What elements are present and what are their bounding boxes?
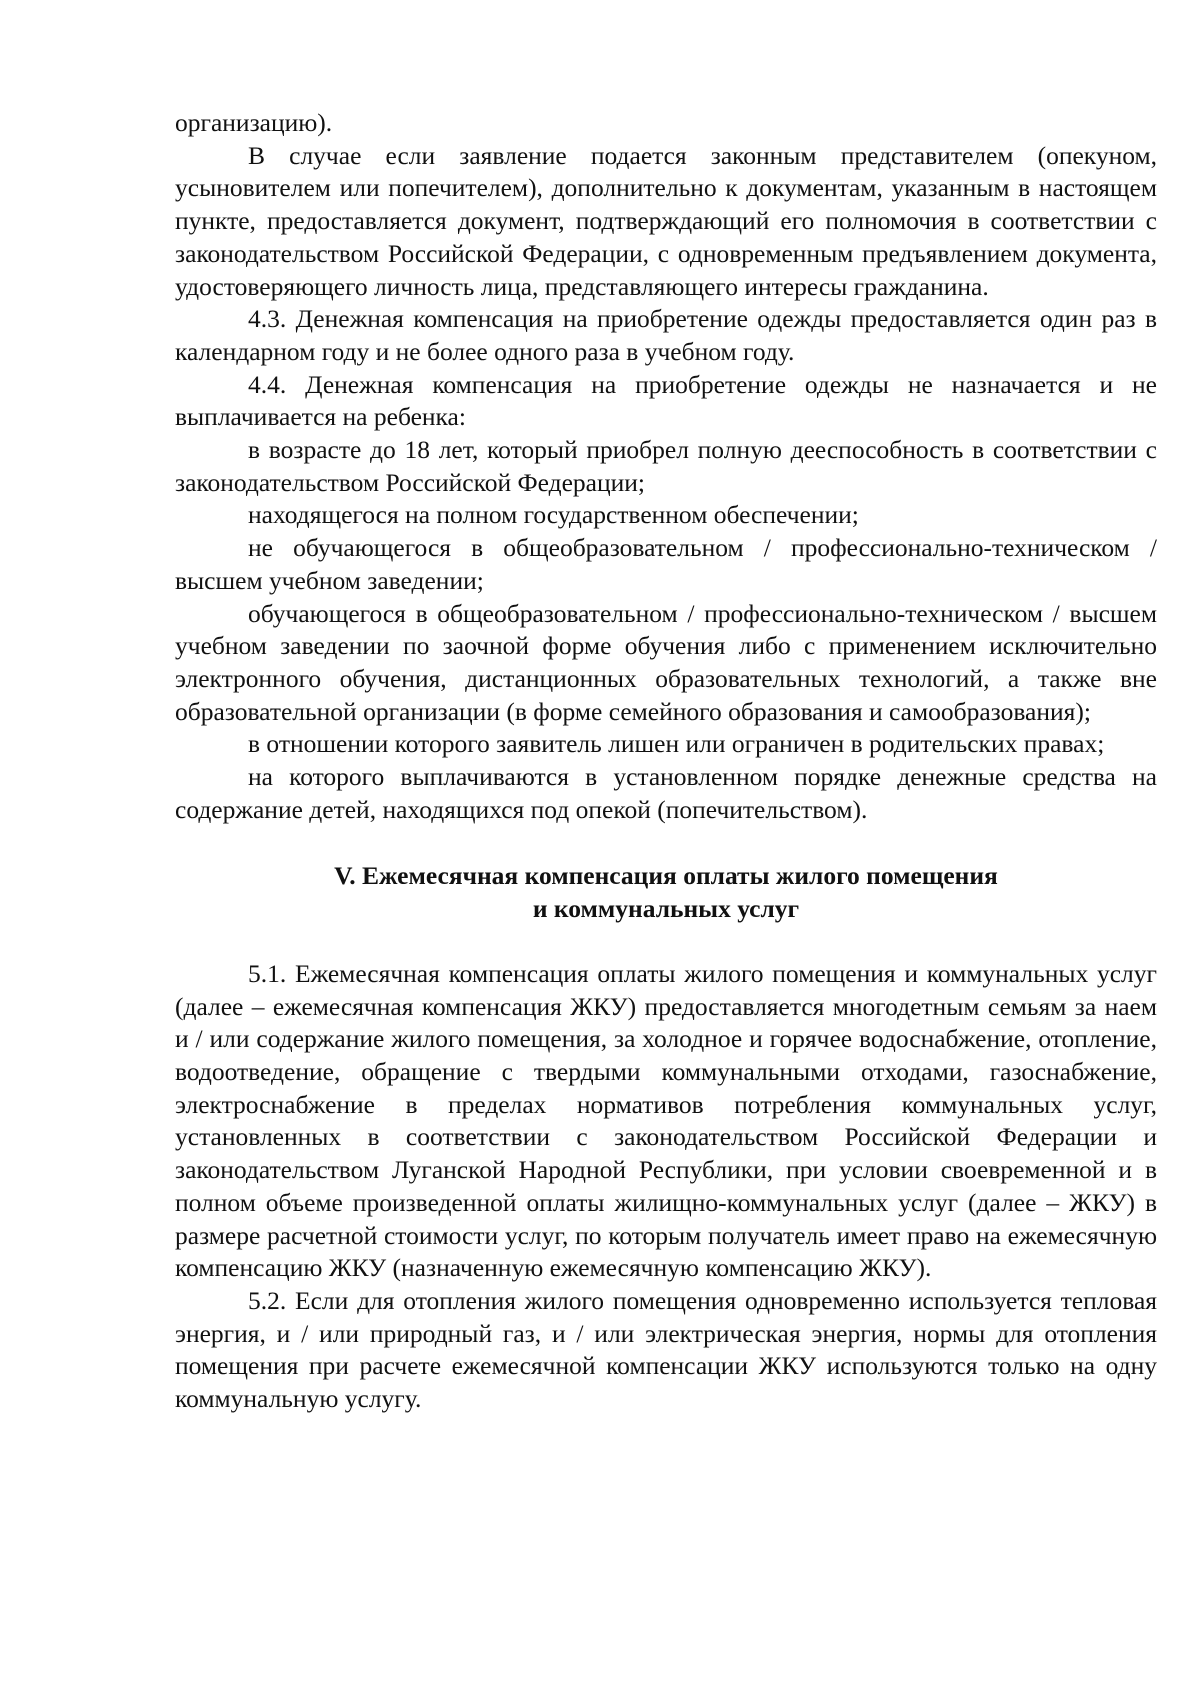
list-item-age: в возрасте до 18 лет, который приобрел полную дееспособность в соответствии с законодательством Российской Федерации; (175, 435, 1157, 497)
paragraph-5-1: 5.1. Ежемесячная компенсация оплаты жилого помещения и коммунальных услуг (далее – ежемесячная компенсация ЖКУ) предоставляется многодетным семьям за наем и / или содержание жилого помещения, за холодное и горячее водоснабжение, отопление, водоотведение, обращение с твердыми коммунальными отходами, газоснабжение, электроснабжение в пределах нормативов потребления коммунальных услуг, установленных в соответствии с законодательством Российской Федерации и законодательством Луганской Народной Республики, при условии своевременной и в полном объеме произведенной оплаты жилищно-коммунальных услуг (далее – ЖКУ) в размере расчетной стоимости услуг, по которым получатель имеет право на ежемесячную компенсацию ЖКУ (назначенную ежемесячную компенсацию ЖКУ). (175, 958, 1157, 1283)
paragraph-legal-representative: В случае если заявление подается законным представителем (опекуном, усыновителем или попечителем), дополнительно к документам, указанным в настоящем пункте, предоставляется документ, подтверждающий его полномочия в соответствии с законодательством Российской Федерации, с одновременным предъявлением документа, удостоверяющего личность лица, представляющего интересы гражданина. (175, 140, 1157, 301)
spacer (175, 926, 1157, 958)
list-item-state-support: находящегося на полном государственном обеспечении; (248, 500, 859, 530)
list-item-parental-rights: в отношении которого заявитель лишен или ограничен в родительских правах; (248, 729, 1105, 759)
paragraph-5-2: 5.2. Если для отопления жилого помещения одновременно используется тепловая энергия, и / или природный газ, и / или электрическая энергия, нормы для отопления помещения при расчете ежемесячной компенсации ЖКУ используются только на одну коммунальную услугу. (175, 1285, 1157, 1414)
list-item-guardianship: на которого выплачиваются в установленном порядке денежные средства на содержание детей, находящихся под опекой (попечительством). (175, 762, 1157, 824)
document-page (175, 107, 1157, 1416)
section-heading-line-1: V. Ежемесячная компенсация оплаты жилого помещения (334, 861, 998, 891)
paragraph-continuation: организацию). (175, 108, 333, 137)
spacer (175, 826, 1157, 860)
list-item-not-studying: не обучающегося в общеобразовательном / профессионально-техническом / высшем учебном заведении; (175, 533, 1157, 595)
list-item-distance-learning: обучающегося в общеобразовательном / профессионально-техническом / высшем учебном заведении по заочной форме обучения либо с применением исключительно электронного обучения, дистанционных образовательных технологий, а также вне образовательной организации (в форме семейного образования и самообразования); (175, 598, 1157, 726)
paragraph-4-3: 4.3. Денежная компенсация на приобретение одежды предоставляется один раз в календарном году и не более одного раза в учебном году. (175, 304, 1157, 366)
section-heading (175, 860, 1157, 925)
section-heading-line-2: и коммунальных услуг (532, 894, 800, 924)
paragraph-4-4: 4.4. Денежная компенсация на приобретение одежды не назначается и не выплачивается на ребенка: (175, 369, 1157, 432)
